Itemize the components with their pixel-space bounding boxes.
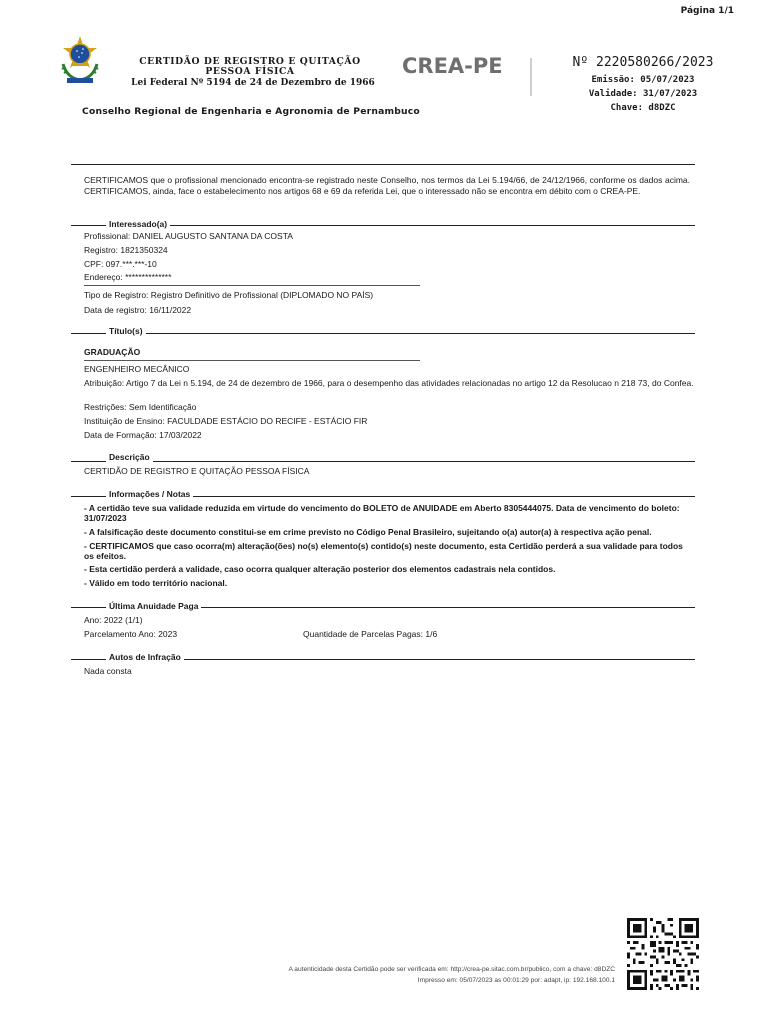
section-label-informacoes: Informações / Notas	[106, 489, 193, 499]
footer-printed: Impresso em: 05/07/2023 as 00:01:29 por: adapt, ip: 192.168.100.1	[417, 977, 615, 984]
note-item: - Esta certidão perderá a validade, caso ocorra qualquer alteração posterior dos elementos cadastrais nela contidos.	[84, 564, 556, 574]
field-data-formacao: Data de Formação: 17/03/2022	[84, 430, 202, 440]
section-rule-descricao	[71, 461, 695, 462]
field-tipo-registro: Tipo de Registro: Registro Definitivo de Profissional (DIPLOMADO NO PAÍS)	[84, 290, 374, 300]
field-instituicao: Instituição de Ensino: FACULDADE ESTÁCIO DO RECIFE - ESTÁCIO FIR	[84, 416, 368, 426]
section-label-anuidade: Última Anuidade Paga	[106, 601, 201, 611]
brazil-coat-of-arms-icon	[57, 34, 103, 86]
validity-date: Validade: 31/07/2023	[588, 89, 698, 99]
field-titulo: ENGENHEIRO MECÂNICO	[84, 364, 190, 374]
note-item: - CERTIFICAMOS que caso ocorra(m) alteração(ões) no(s) elemento(s) contido(s) neste documento, esta Certidão perderá a sua validade para todos os efeitos.	[84, 541, 683, 561]
field-descricao: CERTIDÃO DE REGISTRO E QUITAÇÃO PESSOA FÍSICA	[84, 466, 310, 476]
document-title-line1: CERTIDÃO DE REGISTRO E QUITAÇÃO	[139, 56, 361, 67]
council-name: Conselho Regional de Engenharia e Agronomia de Pernambuco	[82, 106, 420, 117]
section-label-titulos: Título(s)	[106, 326, 146, 336]
qr-code-icon[interactable]	[627, 918, 699, 990]
document-title	[120, 57, 380, 77]
field-profissional: Profissional: DANIEL AUGUSTO SANTANA DA COSTA	[84, 231, 293, 241]
graduation-heading: GRADUAÇÃO	[84, 347, 141, 357]
note-item: - A falsificação deste documento constitui-se em crime previsto no Código Penal Brasileiro, sujeitando o(a) autor(a) à respectiva ação penal.	[84, 527, 652, 537]
section-rule-titulos	[71, 333, 695, 334]
top-rule	[71, 164, 695, 165]
field-data-registro: Data de registro: 16/11/2022	[84, 305, 192, 315]
section-label-interessado: Interessado(a)	[106, 219, 170, 229]
field-registro: Registro: 1821350324	[84, 245, 168, 255]
field-autos: Nada consta	[84, 666, 132, 676]
sub-rule-2	[84, 360, 420, 361]
field-cpf: CPF: 097.***.***-10	[84, 259, 157, 269]
page-number: Página 1/1	[680, 6, 734, 16]
header-divider	[530, 58, 532, 96]
field-endereco: Endereço: **************	[84, 272, 172, 282]
field-ano: Ano: 2022 (1/1)	[84, 615, 143, 625]
sub-rule-1	[84, 285, 420, 286]
certificate-info	[558, 55, 728, 115]
field-atribuicao: Atribuição: Artigo 7 da Lei n 5.194, de 24 de dezembro de 1966, para o desempenho das atividades relacionadas no artigo 12 da Resolucao n 218 73, do Confea.	[84, 378, 694, 388]
section-label-autos: Autos de Infração	[106, 652, 184, 662]
field-restricoes: Restrições: Sem Identificação	[84, 402, 197, 412]
note-item: - A certidão teve sua validade reduzida em virtude do vencimento do BOLETO de ANUIDADE em Aberto 8305444075. Data de vencimento do boleto: 31/07/2023	[84, 503, 680, 523]
federal-law: Lei Federal Nº 5194 de 24 de Dezembro de 1966	[131, 78, 375, 88]
field-parcelamento: Parcelamento Ano: 2023	[84, 629, 178, 639]
intro-paragraph: CERTIFICAMOS que o profissional mencionado encontra-se registrado neste Conselho, nos termos da Lei 5.194/66, de 24/12/1966, conforme os dados acima. CERTIFICAMOS, ainda, face o estabelecimento nos artigos 68 e 69 da referida Lei, que o interessado não se encontra em débito com o CREA-PE.	[84, 175, 690, 196]
certificate-number: Nº 2220580266/2023	[572, 55, 714, 70]
document-title-line2: PESSOA FÍSICA	[205, 66, 295, 77]
footer-verification: A autenticidade desta Certidão pode ser verificada em: http://crea-pe.sitac.com.br/publico, com a chave: d8DZC	[288, 966, 615, 973]
verification-key: Chave: d8DZC	[610, 103, 676, 113]
note-item: - Válido em todo território nacional.	[84, 578, 228, 588]
crea-logo-text: CREA-PE	[402, 54, 503, 78]
field-parcelas-pagas: Quantidade de Parcelas Pagas: 1/6	[303, 629, 438, 639]
issue-date: Emissão: 05/07/2023	[591, 75, 695, 85]
section-label-descricao: Descrição	[106, 452, 153, 462]
